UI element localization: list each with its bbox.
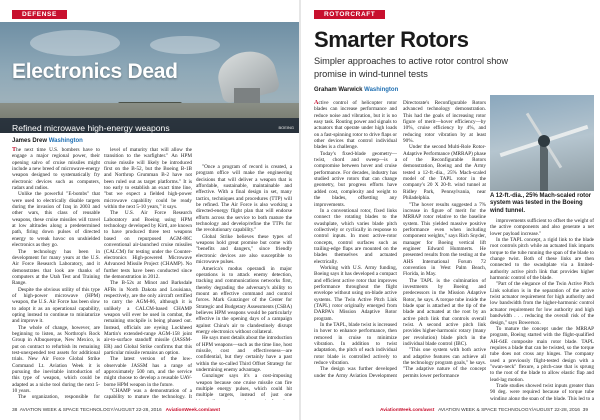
text-columns-main <box>314 100 486 400</box>
body-paragraph: The organization, responsible for <box>18 394 100 399</box>
article-deck: Refined microwave high-energy weapons <box>12 123 170 133</box>
body-paragraph: "The hover results suggested a 7% increase in figure of merit for the MRRAP rotor relative to the baseline system. This yielded massive positive performance even when including component weights," says Rich Snyder, manager for Boeing vertical lift engineer Edward Hummerts. He presented results from the testing at the AHS International Forum 72 convention in West Palm Beach, Florida, in May. <box>403 201 486 278</box>
body-paragraph: Today's fixed-blade geometry—twist, chord and sweep—is a compromise between hover and cruise performance. For decades, industry has studied active rotors that can change geometry, but progress efforts have added cost, complexity and weight to the blades, offsetting any improvements. <box>314 150 397 208</box>
page-number: 38 <box>12 408 18 413</box>
body-paragraph: The whole of change, however, are beginning to listen, as Northrop's Rock Group in Albuquerque, New Mexico, is put on contract to refurbish its remaining test-unexpended test assets for additional trials. New Air Force Global Strike Command Lt. Aviation Week it is pursuing the inevitable introduction of this type of weapon, which could be adapted as a niche tool during the next 5-10 years. <box>12 324 100 395</box>
body-paragraph: America's modus operandi in major operations is to attack enemy detection, tracking and communications networks first, thereby degrading the adversary's ability to mount an effective command and control forces. Mark Gunzinger of the Center for Strategic and Budgetary Assessments (CSBA) believes HPM weapons would be particularly effective in the opening days of a campaign against China's air to clandestinely disrupt energy electronics without collateral. <box>196 265 292 335</box>
body-paragraph: The B-52s at Minot and Barksdale AFBs in North Dakota and Louisiana, respectively, are the only aircraft certified to carry the AGM-86, although it is unlikely a CALCM-based CHAMP weapon will ever be used in combat, the remaining stockpile is being phased out. Instead, officials are eyeing Lockheed Martin's extended-range AGM-158 joint air-to-surface standoff missile (JASSM-ER) and Global Strike confirms that this particular missile remains an option. <box>104 280 192 356</box>
body-paragraph: "This one system with both active and adaptive features can achieve all the technology program goals," he says. "The adaptive nature of the concept permits lower performance <box>403 347 486 379</box>
author-name: James Drew <box>12 138 48 144</box>
text-column-2 <box>104 147 192 399</box>
body-paragraph: improvements sufficient to offset the weight of the active components and also generate a net lower payload increase." <box>490 218 594 237</box>
column-3-area <box>196 135 292 400</box>
photo-caption: A 12-ft.-dia., 25% Mach-scaled rotor system was tested in the Boeing wind tunnel. <box>490 193 592 214</box>
body-paragraph: The U.S. Air Force Research Laboratory and Boeing using HPM technology developed by Kirtl, are known to have produced three test weapons based on repurposed AGM-86C conventional air-launched cruise missiles (CALCM) for testing under the Counter-electronics High-powered Microwave Advanced Missile Project (CHAMP). No further tests have been conducted since the demonstration in 2012. <box>104 210 192 280</box>
body-paragraph: Working with U.S. Army funding, Boeing says it has developed a compact and efficient active rotor that improves performance throughout the flight envelope without using on-blade active systems. The Twin Active Pitch Link (TAPL) rotor originally emerged from DARPA's Mission Adaptive Rotor program. <box>314 264 397 322</box>
body-paragraph: Global Strike believes these types of weapons hold great promise but come with "benefits and dangers," since friendly electronic devices are also susceptible to microwave pulses. <box>196 233 292 266</box>
body-paragraph: Trade studies showed twist inputs greater than 90 deg. were required because of torque tube winding along the span of the blade. This led to a <box>490 382 594 400</box>
body-paragraph: To mature the concept under the MRRAP program, Boeing started with the flight-qualified AH-64E composite main rotor blade. TAPL requires a blade that can be twisted, so the torque tube does not cross any hinges. The company used a previously flight-tested design with a "swan-neck" flexure, a pitch-case that is sprung to the root of the blade to allow elastic flap and lead-lag motion. <box>490 325 594 383</box>
body-paragraph: In the TAPL, blade twist is increased in hover to enhance performance, then removed in cruise to minimize vibration. In addition to twist adaptation, the pitch of each individual rotor blade is controlled actively to reduce vibration. <box>314 322 397 367</box>
body-paragraph: "CHAMP was a demonstration of a capability to mature the technology. It <box>104 388 192 399</box>
body-paragraph: The latest version of the low-observable JASSM has a range of approximately 500 nm, and the service might choose to develop a reusable UAV-borne HPM weapon in the future. <box>104 356 192 388</box>
section-tag: DEFENSE <box>12 10 67 19</box>
byline <box>314 87 398 93</box>
body-paragraph: Gunzinger says it's a cost-imposing weapon because one cruise missile can fire multiple energy pulses, which could hit multiple targets, instead of just one <box>196 373 292 399</box>
body-paragraph: The design was further developed under the Army Aviation Development Directorate's Reconfigurable Rotors advanced technology demonstration. This had the goals of increasing rotor figure of merit—hover efficiency—by 10%, cruise efficiency by 4%, and reducing rotor vibration by at least 90%. <box>314 100 486 379</box>
publication-line: AVIATION WEEK & SPACE TECHNOLOGY/AUGUST 22-28, 2016 <box>438 408 580 413</box>
section-tag: ROTORCRAFT <box>314 10 385 19</box>
hero-photo <box>0 22 300 133</box>
article-deck-band <box>0 118 300 133</box>
body-paragraph: In the TAPL concept, a rigid link to the blade root controls pitch while an actuated link imparts torque to the tube running the span of the blade to change twist. Both of these links are then connected to the swashplate via a limited-authority active pitch link that provides higher harmonic control of the blade. <box>490 237 594 282</box>
article-deck: Simpler approaches to active rotor control show promise in wind-tunnel tests <box>314 56 509 79</box>
body-paragraph: Unlike the powerful "E-bombs" that were used to electrically disable targets during the invasion of Iraq in 2003 and other wars, this class of reusable weapons, these cruise missiles will travel at low altitudes along a predetermined path, firing down pulses of directed energy to wreak havoc on unshielded electronics as they go. <box>12 191 100 249</box>
body-paragraph: The technology has been in development for many years at the U.S. Air Force Research Laboratory, and it demonstrates that look are thanks of computers at the Utah Test and Training Range. <box>12 248 100 287</box>
body-paragraph: In a conventional rotor, fixed links connect the rotating blades to the swashplate, which varies blade pitch collectively or cyclically in response to control inputs. In most active-rotor concepts, control surfaces such as trailing-edge flaps are mounted on the blades themselves and actuated electrically. <box>314 207 397 265</box>
photo-credit: BOEING <box>278 125 294 130</box>
text-column-3 <box>196 164 292 400</box>
body-paragraph: Active control of helicopter rotor blades can increase performance and reduce noise and vibration, but it is no easy task. Routing power and signals to actuators that operate under high loads on a fast-spinning rotor to drive flaps or other devices that control individual blades is a challenge. <box>314 100 397 151</box>
body-paragraph: The TAPL is the culmination of investments by Boeing and predecessors in the Mission Adaptive Rotor, he says. A torque tube inside the blade spar is attached at the tip of the blade and actuated at the root by an active pitch link that controls overall twist. A second active pitch link provides higher-harmonic rotary (many per revolution) blade pitch in the individual blade control (IBC). <box>403 277 486 348</box>
page-folio <box>12 408 220 413</box>
page-number: 39 <box>582 408 588 413</box>
byline <box>12 138 83 144</box>
body-paragraph: Under the second Multi-Role Rotor-Adaptive Performance (MRRAP) phase of the Reconfigurable Rotors demonstration, Boeing and the Army tested a 12-ft.-dia., 25% Mach-scaled model of the TAPL rotor in the company's 20 X 20-ft. wind tunnel at Ridley Park, Pennsylvania, near Philadelphia. <box>403 144 486 202</box>
body-paragraph: "Part of the elegance of the Twin Active Pitch Link solution is in the separation of the active twist actuator requirement for high authority and low bandwidth from the higher-harmonic control actuator requirement for low authority and high bandwidth . . . reducing the overall risk of the design," says Bowersox. <box>490 281 594 326</box>
author-name: Graham Warwick <box>314 87 363 93</box>
text-column-1 <box>12 147 100 399</box>
body-paragraph: level of maturity that will allow the transition to the warfighter." An HPM cruise missile will likely be introduced first on the B-52, but the Boeing B-1B and Northrop Grumman B-2 have not been ruled out as target platforms." It is too early to establish an exact time line, "but we expect a fielded high-power microwave capability could be ready within the next 5-10 years," it says. <box>104 147 192 211</box>
website-link[interactable]: AviationWeek.com/awst <box>379 408 435 413</box>
rotor-photo <box>490 95 594 191</box>
body-paragraph: Despite the obvious utility of this type of high-power microwave (HPM) weapon, the U.S. Air Force has been slow to adopt it as an operational capability, opting instead to continue to miniaturize and improve it. <box>12 286 100 325</box>
author-location: Washington <box>364 87 399 93</box>
body-paragraph: He says most details about the introduction of HPM weapons—such as the time line, host missile, cost and effectiveness—are confidential, but they certainly have a past within the so-called Third Offset Strategy for undermining enemy advantage. <box>196 335 292 373</box>
article-title: Electronics Dead <box>12 60 178 83</box>
website-link[interactable]: AviationWeek.com/awst <box>165 408 221 413</box>
publication-line: AVIATION WEEK & SPACE TECHNOLOGY/AUGUST 22-28, 2016 <box>19 408 162 413</box>
text-column-right <box>490 218 594 400</box>
body-paragraph: "Once a program of record is created, a program office will make the engineering decisions that will deliver a weapon that is affordable, sustainable, maintainable and effective. With a final design in set, many tactics, techniques and procedures (TTP) will be refined. The Air Force is also working a directed-energy flight plan that will endorse efforts across the service to both mature the technology and develop/refine the TTPs for the revolutionary capability." <box>196 164 292 234</box>
right-page <box>300 0 600 420</box>
article-title: Smarter Rotors <box>314 27 469 52</box>
page-folio <box>380 408 588 413</box>
author-location: Washington <box>48 138 83 144</box>
body-paragraph: The next time U.S. bombers have to engage a major regional power, their opening salvo of cruise missiles might include a new breed of microwave-energy weapon designed to systematically fry electronic devices such as computers, radars and radios. <box>12 147 100 192</box>
rotor-hub-graphic <box>538 135 550 147</box>
